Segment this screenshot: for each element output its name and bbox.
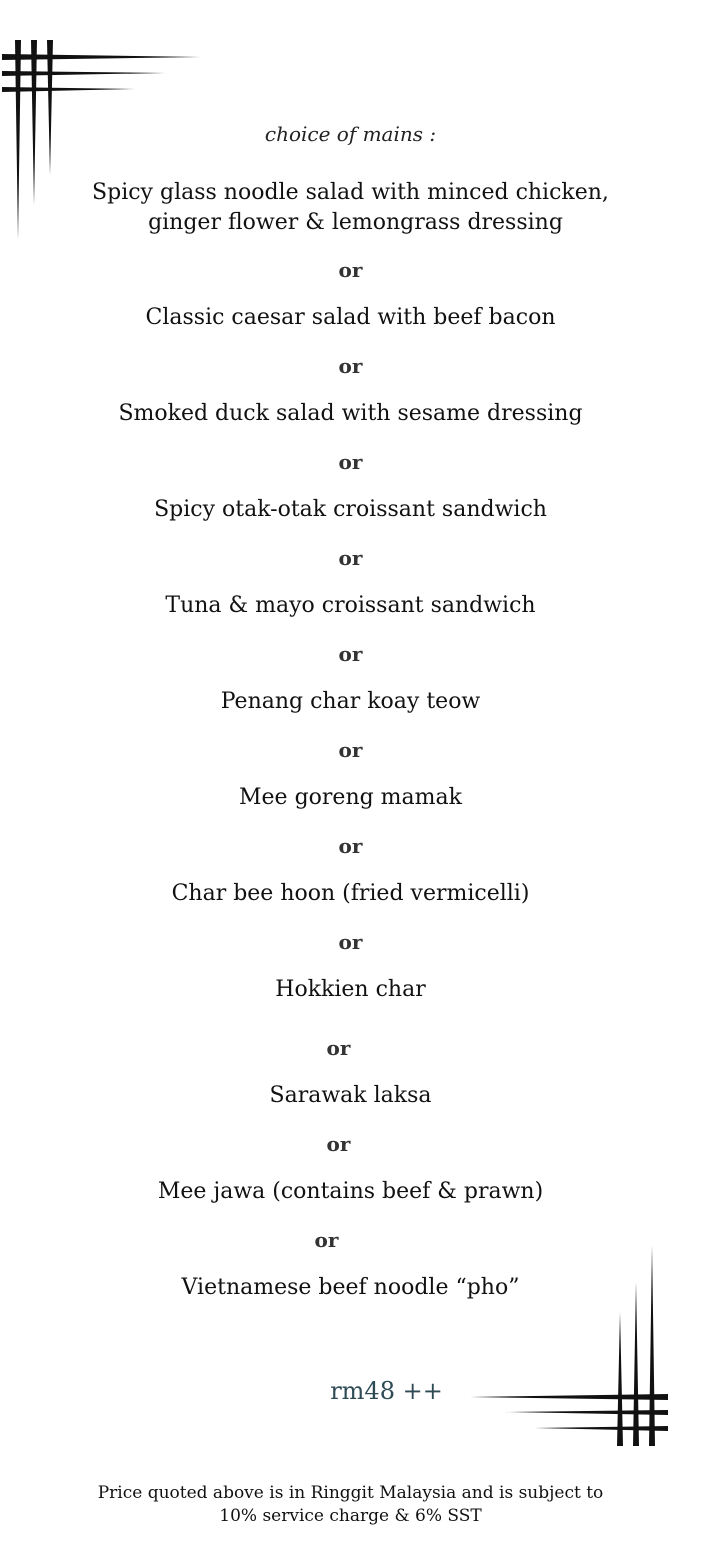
- menu-item-12: Vietnamese beef noodle “pho”: [181, 1275, 520, 1300]
- or-separator: or: [326, 1036, 351, 1060]
- menu-item-4: Spicy otak-otak croissant sandwich: [154, 497, 547, 522]
- or-separator: or: [338, 354, 363, 378]
- menu-item-2: Classic caesar salad with beef bacon: [145, 305, 556, 330]
- or-separator: or: [338, 642, 363, 666]
- or-separator: or: [338, 450, 363, 474]
- menu-item-6: Penang char koay teow: [220, 689, 481, 714]
- menu-item-1-line1: Spicy glass noodle salad with minced chicken,: [92, 180, 609, 205]
- menu-item-10: Sarawak laksa: [269, 1083, 432, 1108]
- or-separator: or: [338, 834, 363, 858]
- section-heading: choice of mains :: [264, 122, 437, 146]
- menu-item-1: [0, 178, 701, 238]
- menu-item-7: Mee goreng mamak: [239, 785, 462, 810]
- or-separator: or: [338, 930, 363, 954]
- or-separator: or: [338, 258, 363, 282]
- menu-item-8: Char bee hoon (fried vermicelli): [171, 881, 530, 906]
- menu-item-11: Mee jawa (contains beef & prawn): [157, 1179, 544, 1204]
- price-footnote-line1: Price quoted above is in Ringgit Malaysia and is subject to: [97, 1483, 604, 1503]
- or-separator: or: [338, 546, 363, 570]
- menu-item-9: Hokkien char: [275, 977, 426, 1002]
- menu-item-3: Smoked duck salad with sesame dressing: [118, 401, 583, 426]
- price-footnote-line2: 10% service charge & 6% SST: [219, 1506, 482, 1526]
- menu-item-1-line2: ginger flower & lemongrass dressing: [148, 210, 563, 235]
- price-footnote: [0, 1482, 701, 1528]
- or-separator: or: [338, 738, 363, 762]
- set-price: rm48 ++: [330, 1377, 443, 1405]
- menu-item-5: Tuna & mayo croissant sandwich: [165, 593, 536, 618]
- or-separator: or: [314, 1228, 339, 1252]
- or-separator: or: [326, 1132, 351, 1156]
